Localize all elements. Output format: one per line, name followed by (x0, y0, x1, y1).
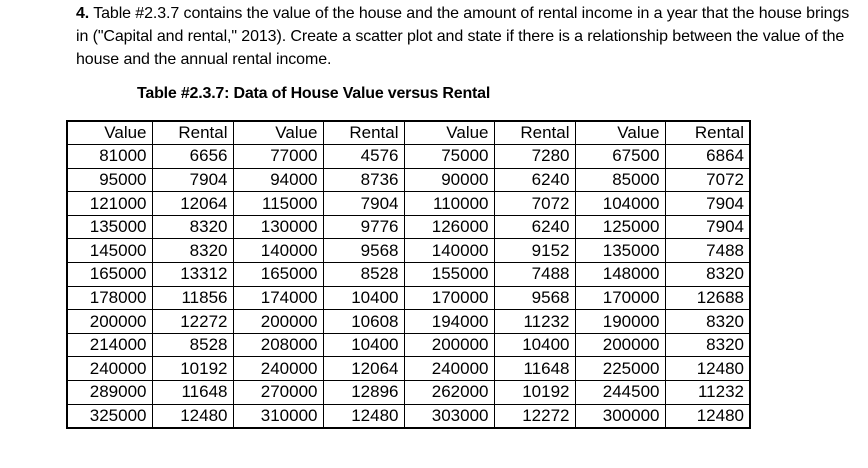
table-cell: 200000 (233, 310, 323, 334)
table-cell: 95000 (67, 168, 152, 192)
table-cell: 75000 (404, 145, 494, 169)
table-cell: 174000 (233, 286, 323, 310)
table-cell: 200000 (575, 333, 665, 357)
table-cell: 8320 (152, 215, 233, 239)
table-cell: 85000 (575, 168, 665, 192)
table-cell: 9568 (494, 286, 575, 310)
column-header: Rental (665, 121, 750, 145)
table-cell: 165000 (67, 263, 152, 287)
table-cell: 110000 (404, 192, 494, 216)
table-cell: 11232 (665, 381, 750, 405)
table-row (67, 263, 750, 287)
table-cell: 7072 (665, 168, 750, 192)
table-cell: 8528 (323, 263, 404, 287)
table-cell: 135000 (575, 239, 665, 263)
table-cell: 7488 (665, 239, 750, 263)
table-cell: 77000 (233, 145, 323, 169)
table-row (67, 381, 750, 405)
table-cell: 225000 (575, 357, 665, 381)
table-cell: 6240 (494, 168, 575, 192)
table-cell: 104000 (575, 192, 665, 216)
table-row (67, 357, 750, 381)
table-cell: 6656 (152, 145, 233, 169)
table-cell: 208000 (233, 333, 323, 357)
table-cell: 12480 (665, 357, 750, 381)
table-cell: 94000 (233, 168, 323, 192)
table-cell: 303000 (404, 404, 494, 428)
table-body (67, 121, 750, 428)
table-cell: 10400 (323, 286, 404, 310)
table-cell: 12480 (152, 404, 233, 428)
table-cell: 12480 (323, 404, 404, 428)
table-row (67, 239, 750, 263)
table-cell: 7280 (494, 145, 575, 169)
table-row (67, 310, 750, 334)
table-cell: 130000 (233, 215, 323, 239)
table-cell: 11648 (494, 357, 575, 381)
table-cell: 244500 (575, 381, 665, 405)
table-cell: 200000 (67, 310, 152, 334)
table-cell: 126000 (404, 215, 494, 239)
table-cell: 8320 (152, 239, 233, 263)
table-row (67, 145, 750, 169)
table-cell: 125000 (575, 215, 665, 239)
table-cell: 194000 (404, 310, 494, 334)
table-cell: 135000 (67, 215, 152, 239)
table-cell: 145000 (67, 239, 152, 263)
table-cell: 240000 (67, 357, 152, 381)
table-cell: 170000 (404, 286, 494, 310)
table-cell: 10192 (494, 381, 575, 405)
table-cell: 165000 (233, 263, 323, 287)
table-row (67, 404, 750, 428)
table-cell: 10400 (494, 333, 575, 357)
column-header: Value (67, 121, 152, 145)
table-cell: 121000 (67, 192, 152, 216)
table-cell: 7904 (323, 192, 404, 216)
table-cell: 148000 (575, 263, 665, 287)
table-cell: 7488 (494, 263, 575, 287)
problem-statement (76, 2, 856, 71)
table-cell: 115000 (233, 192, 323, 216)
table-cell: 262000 (404, 381, 494, 405)
table-row (67, 168, 750, 192)
column-header: Value (404, 121, 494, 145)
table-cell: 11648 (152, 381, 233, 405)
column-header: Rental (323, 121, 404, 145)
table-cell: 240000 (404, 357, 494, 381)
table-cell: 12064 (323, 357, 404, 381)
table-row (67, 192, 750, 216)
table-cell: 8320 (665, 310, 750, 334)
table-row (67, 333, 750, 357)
table-cell: 140000 (404, 239, 494, 263)
table-cell: 12480 (665, 404, 750, 428)
problem-number: 4. (76, 5, 90, 22)
table-cell: 10192 (152, 357, 233, 381)
house-rental-table (66, 120, 751, 429)
table-cell: 12272 (152, 310, 233, 334)
table-cell: 6864 (665, 145, 750, 169)
column-header: Rental (494, 121, 575, 145)
table-cell: 9776 (323, 215, 404, 239)
table-cell: 214000 (67, 333, 152, 357)
table-cell: 8528 (152, 333, 233, 357)
table-cell: 8320 (665, 333, 750, 357)
table-cell: 289000 (67, 381, 152, 405)
table-cell: 170000 (575, 286, 665, 310)
table-cell: 67500 (575, 145, 665, 169)
table-cell: 190000 (575, 310, 665, 334)
table-cell: 8736 (323, 168, 404, 192)
table-cell: 178000 (67, 286, 152, 310)
table-row (67, 215, 750, 239)
table-cell: 7904 (665, 192, 750, 216)
problem-text: Table #2.3.7 contains the value of the house and the amount of rental income in a year that the house brings in ("Capital and rental," 2013). Create a scatter plot and state if there is a relationship between the value of the house and the annual rental income. (76, 5, 850, 68)
column-header: Rental (152, 121, 233, 145)
table-cell: 10400 (323, 333, 404, 357)
table-cell: 270000 (233, 381, 323, 405)
table-cell: 7904 (665, 215, 750, 239)
table-cell: 240000 (233, 357, 323, 381)
table-cell: 12688 (665, 286, 750, 310)
table-cell: 325000 (67, 404, 152, 428)
table-cell: 10608 (323, 310, 404, 334)
table-cell: 6240 (494, 215, 575, 239)
table-cell: 12272 (494, 404, 575, 428)
table-cell: 9152 (494, 239, 575, 263)
table-cell: 200000 (404, 333, 494, 357)
column-header: Value (575, 121, 665, 145)
table-cell: 81000 (67, 145, 152, 169)
table-cell: 310000 (233, 404, 323, 428)
table-cell: 12896 (323, 381, 404, 405)
table-header-row (67, 121, 750, 145)
table-cell: 11232 (494, 310, 575, 334)
table-cell: 11856 (152, 286, 233, 310)
table-cell: 4576 (323, 145, 404, 169)
table-cell: 12064 (152, 192, 233, 216)
table-cell: 90000 (404, 168, 494, 192)
table-cell: 7072 (494, 192, 575, 216)
table-cell: 300000 (575, 404, 665, 428)
column-header: Value (233, 121, 323, 145)
table-cell: 9568 (323, 239, 404, 263)
table-caption: Table #2.3.7: Data of House Value versus Rental (137, 85, 491, 102)
table-cell: 140000 (233, 239, 323, 263)
table-cell: 13312 (152, 263, 233, 287)
table-cell: 8320 (665, 263, 750, 287)
table-cell: 155000 (404, 263, 494, 287)
table-cell: 7904 (152, 168, 233, 192)
table-row (67, 286, 750, 310)
